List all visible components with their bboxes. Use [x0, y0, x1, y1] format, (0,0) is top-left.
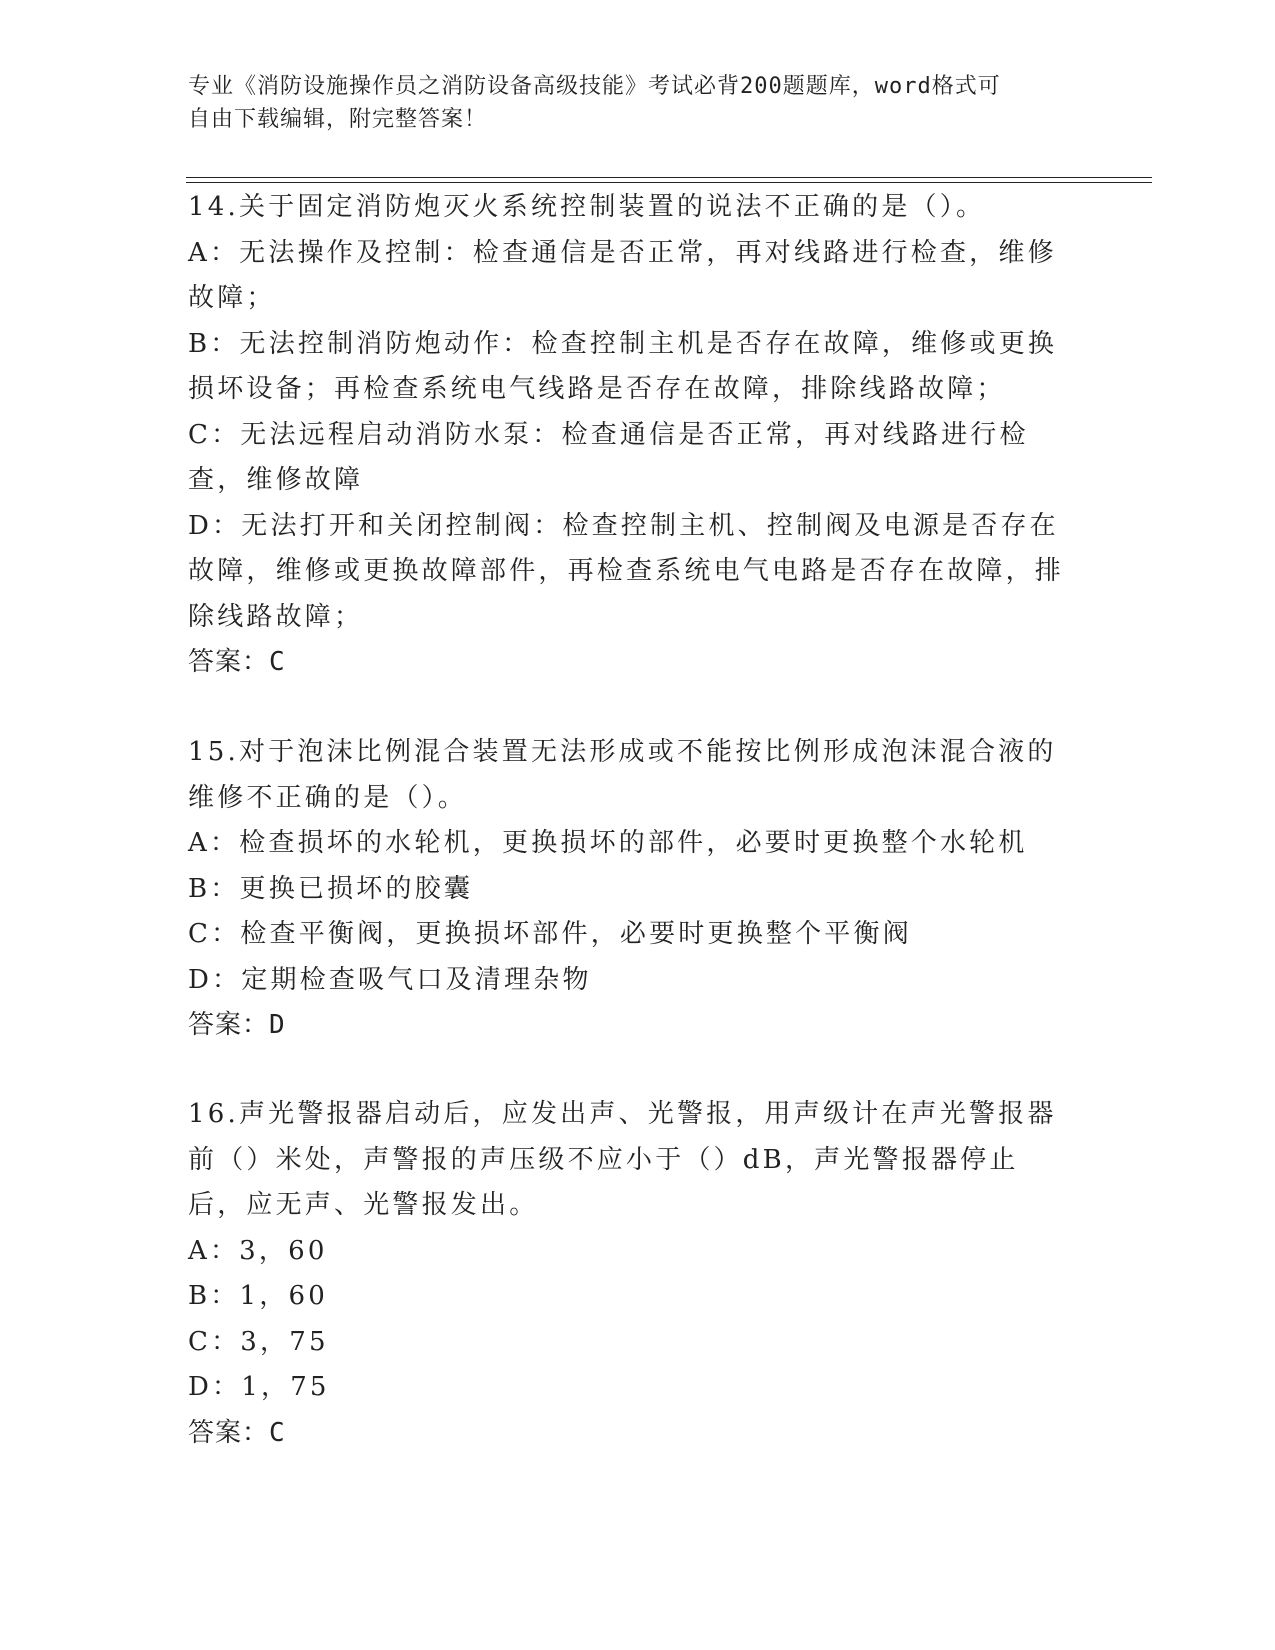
option-b: B：无法控制消防炮动作：检查控制主机是否存在故障，维修或更换损坏设备；再检查系统电气线路是否存在故障，排除线路故障； — [188, 328, 1058, 404]
header-line-2: 自由下载编辑，附完整答案！ — [188, 107, 488, 132]
option-d: D：1，75 — [188, 1372, 330, 1402]
option-c: C：检查平衡阀，更换损坏部件，必要时更换整个平衡阀 — [188, 919, 912, 949]
answer-line: 答案：D — [188, 1010, 286, 1040]
answer-line: 答案：C — [188, 647, 286, 677]
document-header — [188, 70, 1068, 136]
option-a: A：3，60 — [188, 1235, 328, 1266]
option-b: B：1，60 — [188, 1281, 328, 1311]
option-d: D：定期检查吸气口及清理杂物 — [188, 964, 592, 995]
question-stem: 16.声光警报器启动后，应发出声、光警报，用声级计在声光警报器前（）米处，声警报的声压级不应小于（）dB，声光警报器停止后，应无声、光警报发出。 — [188, 1099, 1057, 1220]
option-d: D：无法打开和关闭控制阀：检查控制主机、控制阀及电源是否存在故障，维修或更换故障部件，再检查系统电气电路是否存在故障，排除线路故障； — [188, 510, 1065, 632]
answer-line: 答案：C — [188, 1417, 286, 1448]
question-stem: 15.对于泡沫比例混合装置无法形成或不能按比例形成泡沫混合液的维修不正确的是（）。 — [188, 737, 1057, 813]
option-a: A：无法操作及控制：检查通信是否正常，再对线路进行检查，维修故障； — [188, 237, 1057, 313]
question-15 — [188, 730, 1068, 1049]
option-a: A：检查损坏的水轮机，更换损坏的部件，必要时更换整个水轮机 — [188, 828, 1028, 858]
header-divider-top — [186, 177, 1152, 178]
question-16 — [188, 1092, 1068, 1456]
option-c: C：3，75 — [188, 1326, 329, 1357]
question-14 — [188, 185, 1068, 686]
option-c: C：无法远程启动消防水泵：检查通信是否正常，再对线路进行检查，维修故障 — [188, 419, 1029, 495]
header-line-1: 专业《消防设施操作员之消防设备高级技能》考试必背200题题库，word格式可 — [188, 74, 1001, 99]
header-divider-bottom — [186, 182, 1152, 183]
question-stem: 14.关于固定消防炮灭火系统控制装置的说法不正确的是（）。 — [188, 192, 986, 222]
option-b: B：更换已损坏的胶囊 — [188, 873, 474, 904]
